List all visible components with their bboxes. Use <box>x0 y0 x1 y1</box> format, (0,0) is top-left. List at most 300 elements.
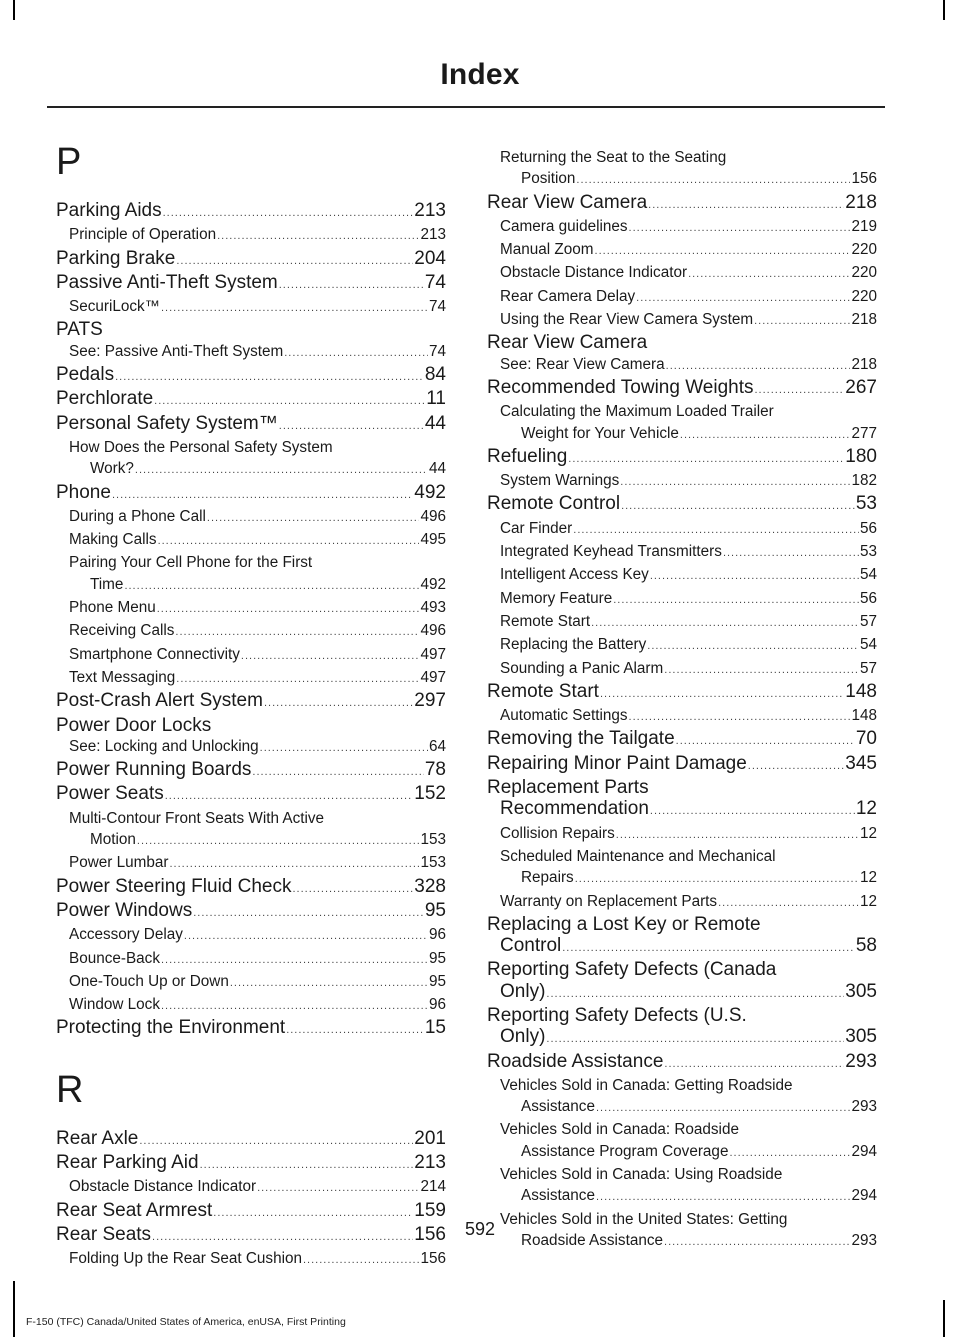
index-subentry <box>487 216 877 239</box>
index-entry <box>56 759 446 783</box>
index-entry <box>487 446 877 470</box>
entry-label: Power Running Boards <box>56 759 252 781</box>
page-ref: 213 <box>414 200 446 221</box>
index-subentry <box>487 423 877 446</box>
dot-leader <box>137 831 420 852</box>
index-column-right <box>487 147 877 1253</box>
index-entry-line: Multi-Contour Front Seats With Active <box>69 809 325 827</box>
dot-leader <box>616 825 859 846</box>
index-subentry <box>487 867 877 890</box>
entry-label: Parking Brake <box>56 247 176 269</box>
entry-label: Post-Crash Alert System <box>56 690 263 712</box>
entry-label: Power Seats <box>56 783 164 805</box>
dot-leader <box>648 195 844 216</box>
index-subentry <box>56 620 446 643</box>
dot-leader <box>161 996 428 1017</box>
entry-label: Manual Zoom <box>500 241 594 259</box>
crop-mark-top-right <box>943 0 945 20</box>
entry-label: Integrated Keyhead Transmitters <box>500 543 722 561</box>
index-subentry <box>56 296 446 319</box>
page-ref: 305 <box>845 1026 877 1048</box>
dot-leader <box>169 854 419 875</box>
dot-leader <box>629 707 851 728</box>
page-ref: 297 <box>414 690 446 712</box>
index-subentry <box>487 658 877 681</box>
dot-leader <box>680 425 851 446</box>
entry-label: One-Touch Up or Down <box>69 972 229 990</box>
dot-leader <box>279 275 424 296</box>
index-entry <box>56 690 446 714</box>
dot-leader <box>620 472 850 493</box>
dot-leader <box>650 801 855 822</box>
dot-leader <box>718 893 859 914</box>
index-entry-line: Vehicles Sold in Canada: Getting Roadside <box>500 1076 793 1094</box>
index-subentry <box>487 611 877 634</box>
page-ref: 74 <box>428 298 446 316</box>
index-subentry <box>56 829 446 852</box>
index-heading: Rear View Camera <box>487 332 648 354</box>
dot-leader <box>546 984 844 1005</box>
index-entry <box>56 876 446 900</box>
index-subentry <box>56 506 446 529</box>
entry-label: Obstacle Distance Indicator <box>69 1178 257 1196</box>
dot-leader <box>629 218 851 239</box>
header-divider <box>47 106 885 108</box>
page-ref: 497 <box>420 668 446 686</box>
entry-label: Window Lock <box>69 996 160 1014</box>
dot-leader <box>184 926 428 947</box>
dot-leader <box>139 1131 413 1152</box>
entry-label: Principle of Operation <box>69 226 217 244</box>
index-subentry <box>487 262 877 285</box>
crop-mark-top-left <box>13 0 15 20</box>
dot-leader <box>664 660 859 681</box>
index-subentry <box>56 644 446 667</box>
page-ref: 277 <box>851 424 877 442</box>
index-entry-line: Returning the Seat to the Seating <box>500 149 727 166</box>
entry-label: During a Phone Call <box>69 507 206 525</box>
entry-label: Only) <box>500 980 546 1002</box>
page-ref: 156 <box>414 1223 446 1245</box>
page-ref: 218 <box>845 191 877 213</box>
entry-label: Memory Feature <box>500 589 613 607</box>
entry-label: Receiving Calls <box>69 622 175 640</box>
entry-label: Weight for Your Vehicle <box>521 424 679 442</box>
dot-leader <box>157 599 420 620</box>
entry-label: Phone Menu <box>69 599 156 617</box>
page-ref: 15 <box>424 1017 446 1039</box>
entry-label: Folding Up the Rear Seat Cushion <box>69 1250 302 1268</box>
page-ref: 182 <box>851 472 877 490</box>
dot-leader <box>688 264 850 285</box>
index-subentry <box>487 823 877 846</box>
entry-label: Rear Parking Aid <box>56 1151 199 1173</box>
page-ref: 58 <box>855 935 877 957</box>
index-entry <box>56 248 446 272</box>
dot-leader <box>161 950 428 971</box>
page-ref: 214 <box>420 1178 446 1196</box>
dot-leader <box>591 613 859 634</box>
page-ref: 219 <box>851 217 877 235</box>
index-entry <box>487 192 877 216</box>
index-subentry <box>56 224 446 247</box>
dot-leader <box>729 1143 850 1164</box>
page-ref: 148 <box>851 707 877 725</box>
section-letter: R <box>56 1068 84 1111</box>
index-subentry <box>487 1185 877 1208</box>
dot-leader <box>176 251 413 272</box>
entry-label: Roadside Assistance <box>487 1050 664 1072</box>
index-subentry <box>56 458 446 481</box>
entry-label: See: Rear View Camera <box>500 355 665 373</box>
page-ref: 159 <box>414 1199 446 1221</box>
page-ref: 204 <box>414 247 446 269</box>
entry-label: Pedals <box>56 364 115 386</box>
index-entry <box>56 1128 446 1152</box>
dot-leader <box>621 496 855 517</box>
index-subentry <box>56 971 446 994</box>
index-entry <box>56 1152 446 1176</box>
page-ref: 56 <box>859 519 877 537</box>
index-entry <box>487 1051 877 1075</box>
page-ref: 12 <box>855 798 877 820</box>
dot-leader <box>257 1178 419 1199</box>
page-ref: 57 <box>859 612 877 630</box>
entry-label: Obstacle Distance Indicator <box>500 264 688 282</box>
entry-label: Smartphone Connectivity <box>69 645 240 663</box>
entry-label: Intelligent Access Key <box>500 566 649 584</box>
entry-label: Recommended Towing Weights <box>487 376 754 398</box>
entry-label: Bounce-Back <box>69 949 160 967</box>
entry-label: Repairing Minor Paint Damage <box>487 752 747 774</box>
dot-leader <box>279 416 424 437</box>
entry-label: Protecting the Environment <box>56 1017 286 1039</box>
page-ref: 218 <box>851 311 877 329</box>
entry-label: See: Locking and Unlocking <box>69 737 259 755</box>
page-ref: 53 <box>855 493 877 515</box>
page-ref: 70 <box>855 728 877 750</box>
page-ref: 156 <box>851 170 877 188</box>
dot-leader <box>647 636 859 657</box>
page-ref: 95 <box>428 949 446 967</box>
entry-label: Personal Safety System™ <box>56 412 278 434</box>
page-ref: 492 <box>420 575 446 593</box>
dot-leader <box>666 356 851 377</box>
entry-label: Collision Repairs <box>500 824 615 842</box>
page-ref: 267 <box>845 376 877 398</box>
page-ref: 12 <box>859 824 877 842</box>
entry-label: Passive Anti-Theft System <box>56 271 278 293</box>
entry-label: Sounding a Panic Alarm <box>500 659 664 677</box>
index-entry-line: How Does the Personal Safety System <box>69 438 333 456</box>
dot-leader <box>595 241 851 262</box>
dot-leader <box>676 731 855 752</box>
entry-label: Rear Camera Delay <box>500 287 636 305</box>
index-subentry <box>487 634 877 657</box>
index-entry <box>487 798 877 822</box>
dot-leader <box>135 460 428 481</box>
page-ref: 57 <box>859 659 877 677</box>
dot-leader <box>286 1020 424 1041</box>
index-entry <box>487 981 877 1005</box>
page-ref: 53 <box>859 543 877 561</box>
entry-label: Remote Control <box>487 493 621 515</box>
page-ref: 95 <box>428 972 446 990</box>
index-subentry <box>56 852 446 875</box>
index-entry <box>56 482 446 506</box>
entry-label: Assistance <box>521 1098 595 1116</box>
index-entry <box>56 364 446 388</box>
index-subentry <box>487 239 877 262</box>
dot-leader <box>596 1098 851 1119</box>
dot-leader <box>546 1029 844 1050</box>
page-ref: 44 <box>424 412 446 434</box>
entry-label: Car Finder <box>500 519 573 537</box>
index-heading: Power Door Locks <box>56 714 212 736</box>
dot-leader <box>748 756 845 777</box>
dot-leader <box>165 786 414 807</box>
entry-label: System Warnings <box>500 472 620 490</box>
page-ref: 293 <box>851 1098 877 1116</box>
index-subentry <box>56 529 446 552</box>
page-ref: 96 <box>428 926 446 944</box>
dot-leader <box>562 938 855 959</box>
dot-leader <box>217 226 419 247</box>
index-subentry <box>56 948 446 971</box>
entry-label: Position <box>521 170 576 188</box>
dot-leader <box>284 343 428 364</box>
page-ref: 56 <box>859 589 877 607</box>
page-ref: 497 <box>420 645 446 663</box>
index-subentry <box>56 924 446 947</box>
entry-label: Replacing the Battery <box>500 636 647 654</box>
page-ref: 328 <box>414 875 446 897</box>
dot-leader <box>252 762 423 783</box>
page-ref: 213 <box>414 1151 446 1173</box>
entry-label: Assistance Program Coverage <box>521 1142 729 1160</box>
page-ref: 294 <box>851 1142 877 1160</box>
page-ref: 153 <box>420 831 446 849</box>
crop-mark-bottom-right <box>943 1300 945 1337</box>
index-subentry <box>487 564 877 587</box>
dot-leader <box>260 738 428 759</box>
index-subentry <box>487 1141 877 1164</box>
page-ref: 64 <box>428 737 446 755</box>
index-column-left <box>56 134 446 1271</box>
page-ref: 201 <box>414 1127 446 1149</box>
page-ref: 492 <box>414 481 446 503</box>
index-subentry <box>487 1096 877 1119</box>
entry-label: SecuriLock™ <box>69 298 160 316</box>
index-entry-line: Vehicles Sold in Canada: Roadside <box>500 1121 739 1139</box>
entry-label: See: Passive Anti-Theft System <box>69 342 284 360</box>
page-ref: 152 <box>414 783 446 805</box>
index-subentry <box>487 588 877 611</box>
index-subentry <box>56 736 446 759</box>
entry-label: Roadside Assistance <box>521 1231 664 1249</box>
dot-leader <box>207 508 420 529</box>
page-ref: 218 <box>851 355 877 373</box>
page-ref: 12 <box>859 892 877 910</box>
index-subentry <box>56 994 446 1017</box>
entry-label: Refueling <box>487 445 568 467</box>
entry-label: Text Messaging <box>69 668 176 686</box>
dot-leader <box>193 903 424 924</box>
dot-leader <box>161 298 428 319</box>
dot-leader <box>575 869 859 890</box>
index-entry-line: Replacing a Lost Key or Remote <box>487 913 761 935</box>
page-ref: 345 <box>845 752 877 774</box>
index-entry <box>487 1026 877 1050</box>
index-entry <box>487 493 877 517</box>
dot-leader <box>613 590 859 611</box>
index-entry <box>487 681 877 705</box>
dot-leader <box>755 380 845 401</box>
page-ref: 305 <box>845 980 877 1002</box>
entry-label: Power Windows <box>56 899 193 921</box>
entry-label: Recommendation <box>500 798 649 820</box>
dot-leader <box>754 311 850 332</box>
entry-label: Repairs <box>521 869 574 887</box>
page-ref: 148 <box>845 680 877 702</box>
page-ref: 11 <box>426 388 446 410</box>
entry-label: Parking Aids <box>56 200 162 221</box>
index-subentry <box>487 470 877 493</box>
index-entry <box>56 200 446 224</box>
page-ref: 74 <box>424 271 446 293</box>
page-number: 592 <box>464 1219 496 1239</box>
entry-label: Rear Seats <box>56 1223 152 1245</box>
entry-label: Work? <box>90 460 134 478</box>
entry-label: Accessory Delay <box>69 926 183 944</box>
page-ref: 54 <box>859 566 877 584</box>
page-ref: 84 <box>424 364 446 386</box>
index-entry-line: Reporting Safety Defects (Canada <box>487 959 777 981</box>
dot-leader <box>723 543 859 564</box>
footer-edition: F-150 (TFC) Canada/United States of America, enUSA, First Printing <box>26 1316 346 1328</box>
index-subentry <box>487 168 877 191</box>
dot-leader <box>650 566 859 587</box>
index-subentry <box>56 1176 446 1199</box>
dot-leader <box>124 576 419 597</box>
index-entry <box>56 1017 446 1041</box>
entry-label: Warranty on Replacement Parts <box>500 892 718 910</box>
index-entry <box>56 900 446 924</box>
dot-leader <box>115 367 424 388</box>
index-subentry <box>56 1248 446 1271</box>
page-ref: 220 <box>851 264 877 282</box>
entry-label: Removing the Tailgate <box>487 728 675 750</box>
page-ref: 54 <box>859 636 877 654</box>
entry-label: Camera guidelines <box>500 217 628 235</box>
page-ref: 96 <box>428 996 446 1014</box>
index-subentry <box>56 667 446 690</box>
entry-label: Motion <box>90 831 136 849</box>
entry-label: Control <box>500 935 562 957</box>
entry-label: Only) <box>500 1026 546 1048</box>
index-heading: PATS <box>56 319 103 341</box>
page-ref: 156 <box>420 1250 446 1268</box>
dot-leader <box>293 879 414 900</box>
page-ref: 493 <box>420 599 446 617</box>
page-ref: 153 <box>420 854 446 872</box>
page-ref: 74 <box>428 342 446 360</box>
page-ref: 220 <box>851 287 877 305</box>
index-entry-line: Vehicles Sold in Canada: Using Roadside <box>500 1166 783 1184</box>
index-subentry <box>56 341 446 364</box>
entry-label: Perchlorate <box>56 388 154 410</box>
index-subentry <box>487 309 877 332</box>
page-ref: 44 <box>428 460 446 478</box>
dot-leader <box>175 622 419 643</box>
page-ref: 95 <box>424 899 446 921</box>
entry-label: Power Lumbar <box>69 854 169 872</box>
dot-leader <box>600 684 844 705</box>
index-subentry <box>487 354 877 377</box>
page-ref: 496 <box>420 507 446 525</box>
index-subentry <box>487 705 877 728</box>
page-ref: 293 <box>851 1231 877 1249</box>
index-subentry <box>56 574 446 597</box>
page-ref: 294 <box>851 1187 877 1205</box>
entry-label: Using the Rear View Camera System <box>500 311 754 329</box>
entry-label: Phone <box>56 481 111 503</box>
entry-label: Assistance <box>521 1187 595 1205</box>
page-ref: 495 <box>420 531 446 549</box>
dot-leader <box>303 1250 419 1271</box>
dot-leader <box>573 520 859 541</box>
crop-mark-bottom-left <box>13 1281 15 1337</box>
page-ref: 180 <box>845 445 877 467</box>
dot-leader <box>664 1054 844 1075</box>
index-entry-line: Scheduled Maintenance and Mechanical <box>500 847 776 865</box>
entry-label: Power Steering Fluid Check <box>56 875 292 897</box>
index-entry <box>487 377 877 401</box>
dot-leader <box>158 531 420 552</box>
index-entry-line: Calculating the Maximum Loaded Trailer <box>500 403 774 421</box>
section-letter: P <box>56 141 82 183</box>
index-entry <box>56 388 446 412</box>
entry-label: Making Calls <box>69 531 157 549</box>
entry-label: Rear View Camera <box>487 191 648 213</box>
entry-label: Time <box>90 575 124 593</box>
dot-leader <box>568 449 844 470</box>
index-subentry <box>487 541 877 564</box>
page-ref: 12 <box>859 869 877 887</box>
dot-leader <box>200 1155 414 1176</box>
index-entry-line: Reporting Safety Defects (U.S. <box>487 1004 747 1026</box>
index-entry <box>56 413 446 437</box>
dot-leader <box>154 391 425 412</box>
dot-leader <box>230 973 428 994</box>
index-subentry <box>487 518 877 541</box>
entry-label: Remote Start <box>500 612 591 630</box>
dot-leader <box>163 203 414 224</box>
dot-leader <box>176 669 419 690</box>
index-subentry <box>56 597 446 620</box>
dot-leader <box>112 485 413 506</box>
page-ref: 293 <box>845 1050 877 1072</box>
dot-leader <box>576 170 850 191</box>
dot-leader <box>636 288 850 309</box>
dot-leader <box>241 646 420 667</box>
page-ref: 220 <box>851 241 877 259</box>
page-title: Index <box>440 58 520 91</box>
index-subentry <box>487 286 877 309</box>
index-entry <box>56 783 446 807</box>
index-entry-line: Vehicles Sold in the United States: Getting <box>500 1210 788 1228</box>
index-entry <box>487 935 877 959</box>
